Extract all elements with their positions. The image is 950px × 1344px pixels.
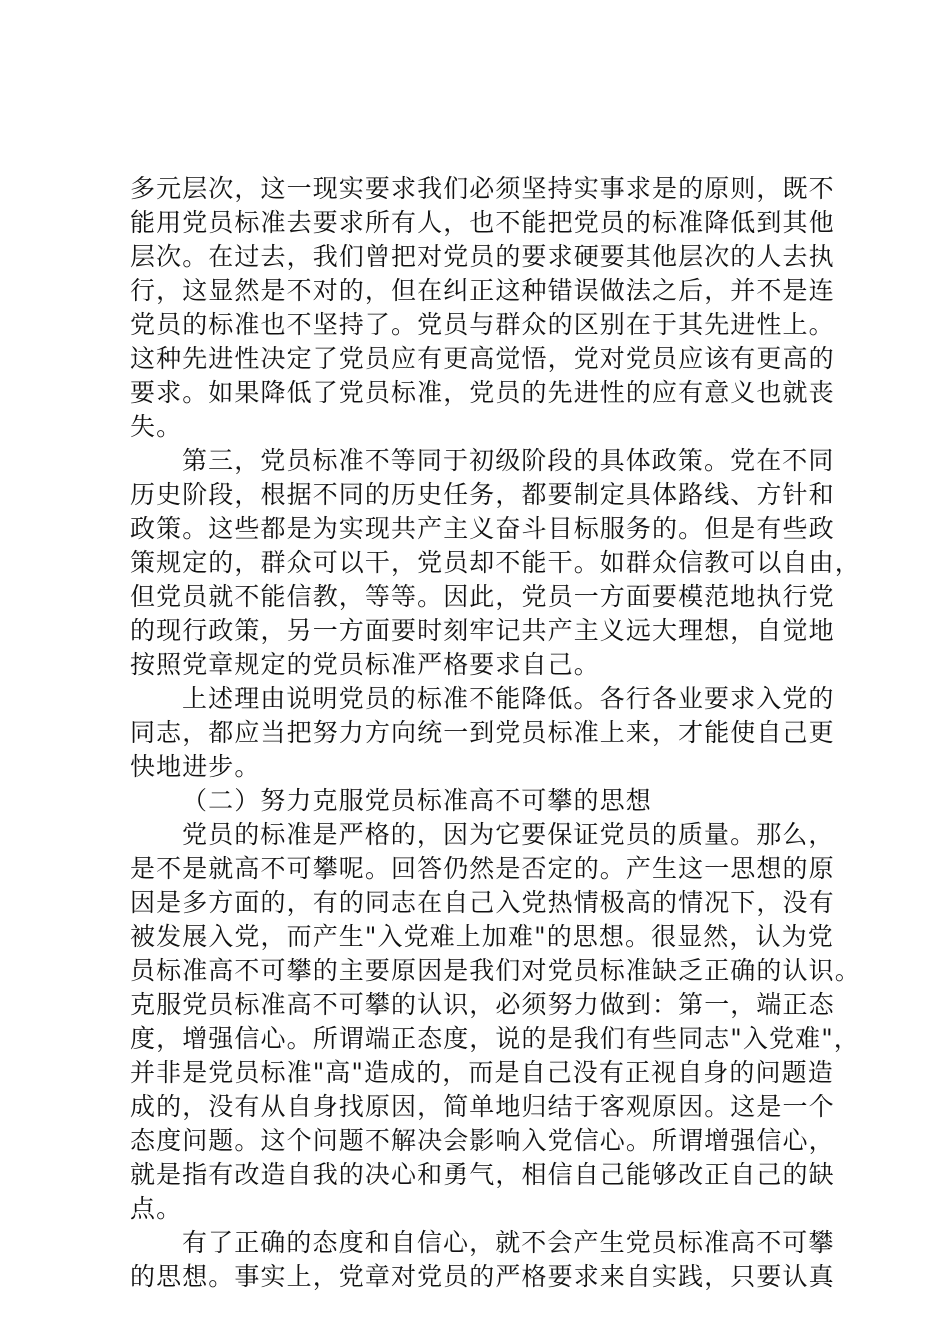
text-line: 但党员就不能信教，等等。因此，党员一方面要模范地执行党 — [130, 582, 835, 611]
text-line: 点。 — [130, 1194, 183, 1223]
text-line: 党员的标准是严格的，因为它要保证党员的质量。那么， — [182, 820, 835, 849]
text-line: 层次。在过去，我们曾把对党员的要求硬要其他层次的人去执 — [130, 242, 835, 271]
text-line: 多元层次，这一现实要求我们必须坚持实事求是的原则，既不 — [130, 174, 835, 203]
section-heading: （二）努力克服党员标准高不可攀的思想 — [182, 786, 652, 815]
text-line: 被发展入党，而产生"入党难上加难"的思想。很显然，认为党 — [130, 922, 834, 951]
text-line: 上述理由说明党员的标准不能降低。各行各业要求入党的 — [182, 684, 835, 713]
text-line: 行，这显然是不对的，但在纠正这种错误做法之后，并不是连 — [130, 276, 835, 305]
text-line: 同志，都应当把努力方向统一到党员标准上来，才能使自己更 — [130, 718, 835, 747]
document-body — [130, 172, 861, 1294]
text-line: 有了正确的态度和自信心，就不会产生党员标准高不可攀 — [182, 1228, 835, 1257]
text-line: 能用党员标准去要求所有人，也不能把党员的标准降低到其他 — [130, 208, 835, 237]
text-line: 政策。这些都是为实现共产主义奋斗目标服务的。但是有些政 — [130, 514, 835, 543]
text-line: 态度问题。这个问题不解决会影响入党信心。所谓增强信心， — [130, 1126, 835, 1155]
text-line: 因是多方面的，有的同志在自己入党热情极高的情况下，没有 — [130, 888, 835, 917]
text-line: 就是指有改造自我的决心和勇气，相信自己能够改正自己的缺 — [130, 1160, 835, 1189]
text-line: 策规定的，群众可以干，党员却不能干。如群众信教可以自由， — [130, 548, 861, 577]
text-line: 并非是党员标准"高"造成的，而是自己没有正视自身的问题造 — [130, 1058, 834, 1087]
text-line: 历史阶段，根据不同的历史任务，都要制定具体路线、方针和 — [130, 480, 835, 509]
text-line: 克服党员标准高不可攀的认识，必须努力做到：第一，端正态 — [130, 990, 835, 1019]
text-line: 失。 — [130, 412, 183, 441]
text-line: 党员的标准也不坚持了。党员与群众的区别在于其先进性上。 — [130, 310, 835, 339]
text-line: 度，增强信心。所谓端正态度，说的是我们有些同志"入党难"， — [130, 1024, 860, 1053]
text-line: 快地进步。 — [130, 752, 261, 781]
text-line: 第三，党员标准不等同于初级阶段的具体政策。党在不同 — [182, 446, 835, 475]
text-line: 是不是就高不可攀呢。回答仍然是否定的。产生这一思想的原 — [130, 854, 835, 883]
text-line: 这种先进性决定了党员应有更高觉悟，党对党员应该有更高的 — [130, 344, 835, 373]
text-line: 要求。如果降低了党员标准，党员的先进性的应有意义也就丧 — [130, 378, 835, 407]
text-line: 按照党章规定的党员标准严格要求自己。 — [130, 650, 600, 679]
text-line: 员标准高不可攀的主要原因是我们对党员标准缺乏正确的认识。 — [130, 956, 861, 985]
text-line: 成的，没有从自身找原因，简单地归结于客观原因。这是一个 — [130, 1092, 835, 1121]
text-line: 的思想。事实上，党章对党员的严格要求来自实践，只要认真 — [130, 1262, 835, 1291]
text-line: 的现行政策，另一方面要时刻牢记共产主义远大理想，自觉地 — [130, 616, 835, 645]
